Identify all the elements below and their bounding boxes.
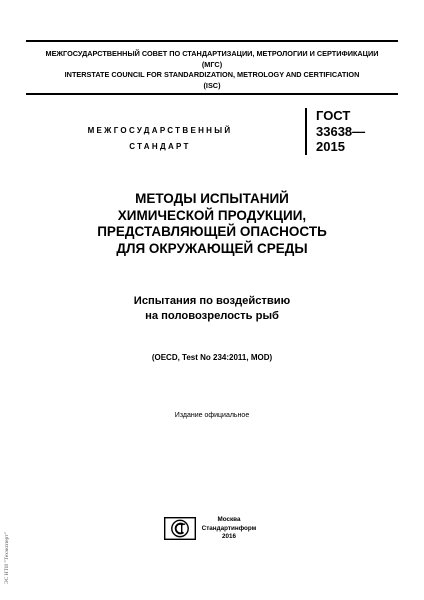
standard-type-line1: МЕЖГОСУДАРСТВЕННЫЙ [87, 126, 233, 135]
gost-year: 2015 [316, 139, 345, 154]
watermark-text: ЭС НТИ "Техэксперт" [4, 532, 10, 584]
council-en-abbreviation: (ISC) [203, 80, 221, 90]
oecd-reference: (OECD, Test No 234:2011, MOD) [151, 353, 273, 362]
publisher-city: Москва [217, 516, 241, 523]
council-header [26, 40, 398, 95]
title-line-3: ПРЕДСТАВЛЯЮЩЕЙ ОПАСНОСТЬ [97, 224, 327, 240]
title-line-1: МЕТОДЫ ИСПЫТАНИЙ [135, 191, 289, 206]
council-en-name: INTERSTATE COUNCIL FOR STANDARDIZATION, METROLOGY AND CERTIFICATION [64, 70, 360, 79]
publisher-name: Стандартинформ [201, 524, 257, 532]
title-line-2: ХИМИЧЕСКОЙ ПРОДУКЦИИ, [117, 207, 307, 223]
publisher-year: 2016 [221, 533, 236, 540]
document-title [60, 191, 364, 257]
title-line-4: ДЛЯ ОКРУЖАЮЩЕЙ СРЕДЫ [116, 240, 308, 256]
subtitle-line-1: Испытания по воздействию [133, 295, 291, 307]
edition-note: Издание официальное [174, 412, 250, 419]
council-ru-name: МЕЖГОСУДАРСТВЕННЫЙ СОВЕТ ПО СТАНДАРТИЗАЦИИ, МЕТРОЛОГИИ И СЕРТИФИКАЦИИ [45, 49, 379, 58]
gost-designation [305, 108, 405, 155]
standard-type-line2: СТАНДАРТ [129, 142, 191, 151]
gost-number: 33638— [316, 123, 366, 139]
standartinform-logo-icon [164, 517, 196, 540]
subtitle-line-2: на половозрелость рыб [145, 309, 279, 322]
standard-type-label [70, 123, 250, 155]
publisher-imprint [200, 516, 258, 542]
council-ru-abbreviation: (МГС) [201, 59, 223, 69]
gost-prefix: ГОСТ [316, 108, 351, 123]
document-subtitle [60, 294, 364, 323]
